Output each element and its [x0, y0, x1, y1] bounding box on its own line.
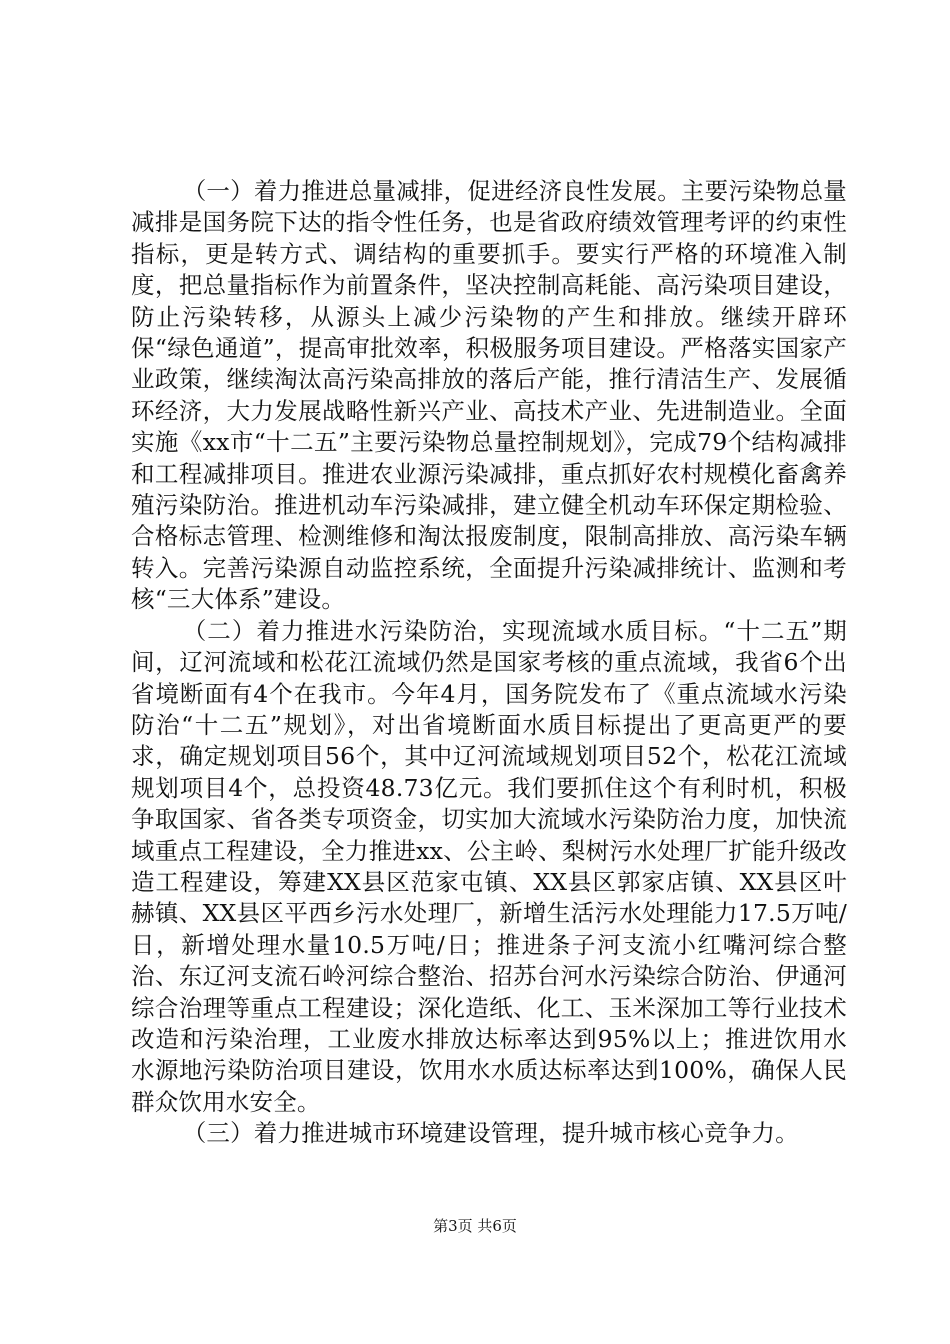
paragraph-urban-environment: （三）着力推进城市环境建设管理，提升城市核心竞争力。 — [182, 1119, 799, 1148]
paragraph-emission-reduction: （一）着力推进总量减排，促进经济良性发展。主要污染物总量减排是国务院下达的指令性任务，也是省政府绩效管理考评的约束性指标，更是转方式、调结构的重要抓手。要实行严格的环境准入制度，把总量指标作为前置条件，坚决控制高耗能、高污染项目建设，防止污染转移，从源头上减少污染物的产生和排放。继续开辟环保“绿色通道”，提高审批效率，积极服务项目建设。严格落实国家产业政策，继续淘汰高污染高排放的落后产能，推行清洁生产、发展循环经济，大力发展战略性新兴产业、高技术产业、先进制造业。全面实施《xx市“十二五”主要污染物总量控制规划》，完成79个结构减排和工程减排项目。推进农业源污染减排，重点抓好农村规模化畜禽养殖污染防治。推进机动车污染减排，建立健全机动车环保定期检验、合格标志管理、检测维修和淘汰报废制度，限制高排放、高污染车辆转入。完善污染源自动监控系统，全面提升污染减排统计、监测和考核“三大体系”建设。 — [131, 177, 847, 614]
document-body — [131, 176, 847, 1150]
paragraph-water-pollution: （二）着力推进水污染防治，实现流域水质目标。“十二五”期间，辽河流域和松花江流域仍然是国家考核的重点流域，我省6个出省境断面有4个在我市。今年4月，国务院发布了《重点流域水污染防治“十二五”规划》，对出省境断面水质目标提出了更高更严的要求，确定规划项目56个，其中辽河流域规划项目52个，松花江流域规划项目4个，总投资48.73亿元。我们要抓住这个有利时机，积极争取国家、省各类专项资金，切实加大流域水污染防治力度，加快流域重点工程建设，全力推进xx、公主岭、梨树污水处理厂扩能升级改造工程建设，筹建XX县区范家屯镇、XX县区郭家店镇、XX县区叶赫镇、XX县区平西乡污水处理厂，新增生活污水处理能力17.5万吨/日，新增处理水量10.5万吨/日；推进条子河支流小红嘴河综合整治、东辽河支流石岭河综合整治、招苏台河水污染综合防治、伊通河综合治理等重点工程建设；深化造纸、化工、玉米深加工等行业技术改造和污染治理，工业废水排放达标率达到95%以上；推进饮用水水源地污染防治项目建设，饮用水水质达标率达到100%，确保人民群众饮用水安全。 — [131, 616, 847, 1116]
page-number-footer: 第3页 共6页 — [433, 1217, 517, 1235]
